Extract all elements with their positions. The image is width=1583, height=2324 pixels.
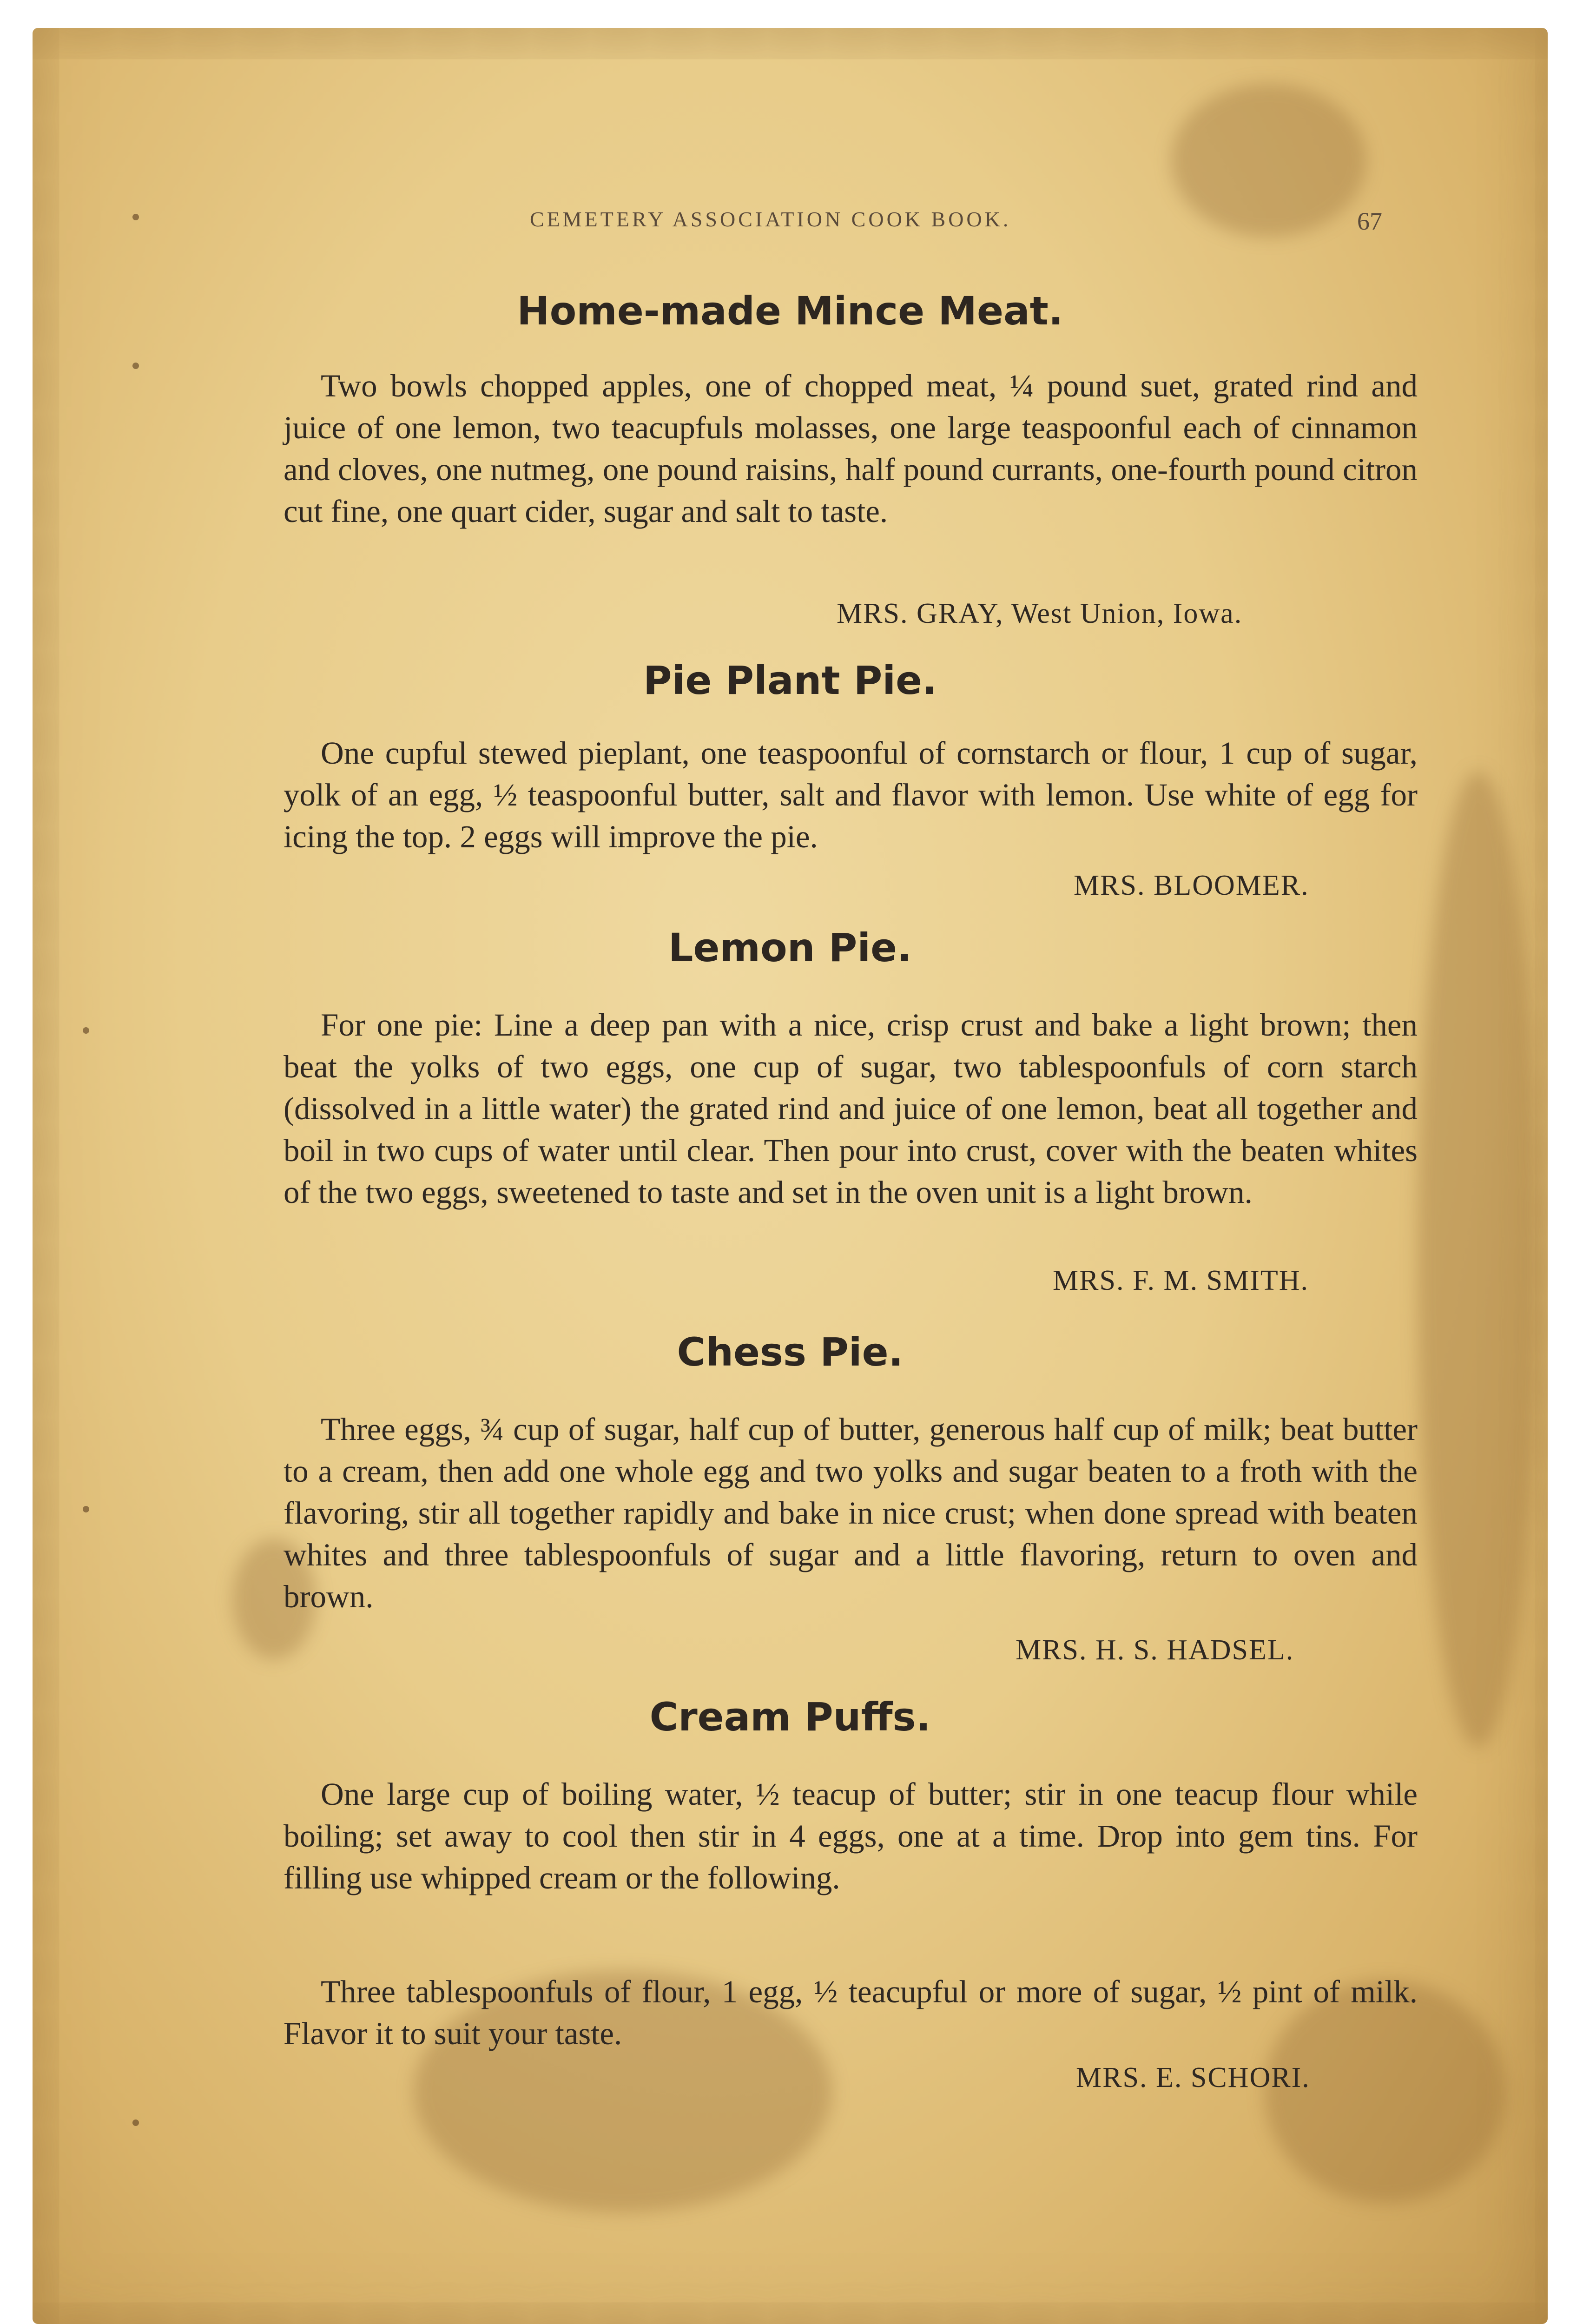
binding-hole [83,1027,89,1034]
recipe-title-mince-meat: Home-made Mince Meat. [517,288,1063,334]
recipe-title-chess-pie: Chess Pie. [677,1329,904,1375]
book-page [33,28,1548,2324]
recipe-title-cream-puffs: Cream Puffs. [649,1694,931,1740]
recipe-body-cream-puffs: One large cup of boiling water, ½ teacup of butter; stir in one teacup flour while boiling; set away to cool then stir in 4 eggs, one at a time. Drop into gem tins. For filling use whipped cream or the following. [284,1776,1418,1895]
recipe-body-lemon-pie: For one pie: Line a deep pan with a nice, crisp crust and bake a light brown; then beat the yolks of two eggs, one cup of sugar, two tablespoonfuls of corn starch (dissolved in a little water) the grated rind and juice of one lemon, beat all together and boil in two cups of water until clear. Then pour into crust, cover with the beaten whites of the two eggs, sweetened to taste and set in the oven unit is a light brown. [284,1007,1418,1210]
binding-hole [132,363,139,369]
binding-hole [83,1506,89,1512]
recipe-body-cream-puffs-filling: Three tablespoonfuls of flour, 1 egg, ½ teacupful or more of sugar, ½ pint of milk. Flavor it to suit your taste. [284,1974,1418,2051]
recipe-title-lemon-pie: Lemon Pie. [668,925,912,971]
recipe-attribution-mince-meat: MRS. GRAY, West Union, Iowa. [837,598,1243,629]
recipe-body-pie-plant-pie: One cupful stewed pieplant, one teaspoonful of cornstarch or flour, 1 cup of sugar, yolk of an egg, ½ teaspoonful butter, salt and flavor with lemon. Use white of egg for icing the top. 2 eggs will improve the pie. [284,735,1418,854]
recipe-title-pie-plant-pie: Pie Plant Pie. [643,658,937,703]
page-number: 67 [1357,207,1382,235]
recipe-body-mince-meat: Two bowls chopped apples, one of chopped meat, ¼ pound suet, grated rind and juice of one lemon, two teacupfuls molasses, one large teaspoonful each of cinnamon and cloves, one nutmeg, one pound raisins, half pound currants, one-fourth pound citron cut fine, one quart cider, sugar and salt to taste. [284,368,1418,529]
running-head [33,207,1548,235]
recipe-attribution-chess-pie: MRS. H. S. HADSEL. [1016,1634,1294,1666]
recipe-attribution-lemon-pie: MRS. F. M. SMITH. [1053,1265,1309,1296]
recipe-attribution-cream-puffs: MRS. E. SCHORI. [1076,2062,1310,2093]
binding-hole [132,2119,139,2126]
recipe-body-chess-pie: Three eggs, ¾ cup of sugar, half cup of butter, generous half cup of milk; beat butter to a cream, then add one whole egg and two yolks and sugar beaten to a froth with the flavoring, stir all together rapidly and bake in nice crust; when done spread with beaten whites and three tablespoonfuls of sugar and a little flavoring, return to oven and brown. [284,1412,1418,1614]
stain-right-edge [1418,772,1538,1748]
running-title: CEMETERY ASSOCIATION COOK BOOK. [530,207,1011,231]
recipe-attribution-pie-plant-pie: MRS. BLOOMER. [1074,870,1309,901]
